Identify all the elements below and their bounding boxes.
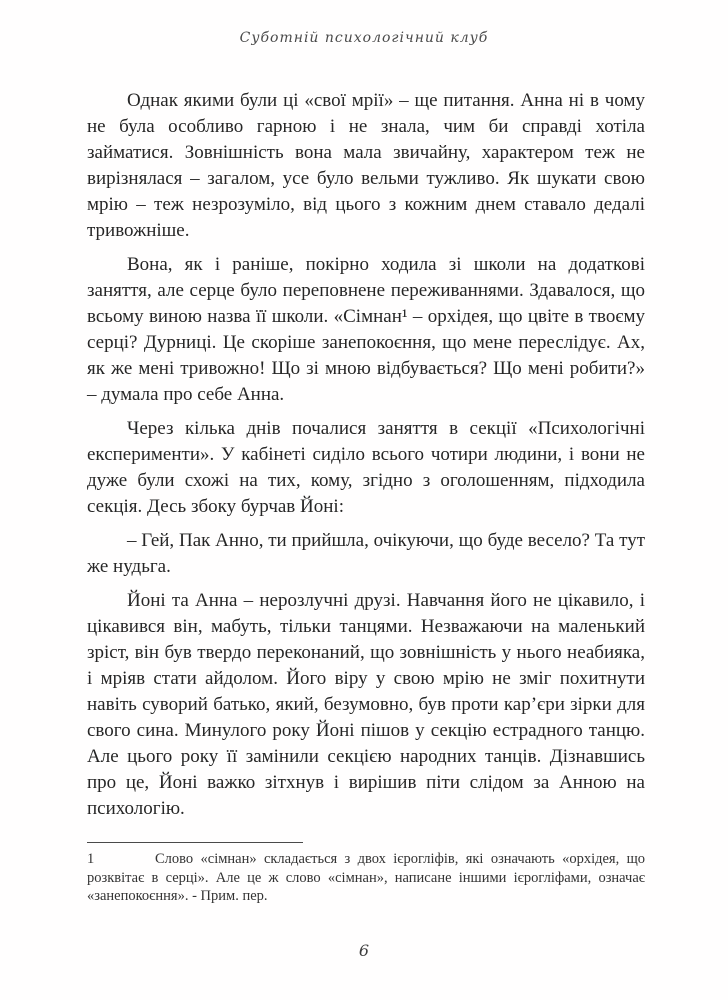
paragraph-dialogue: – Гей, Пак Анно, ти прийшла, очікуючи, що буде весело? Та тут же нудьга.: [87, 530, 645, 577]
paragraph: Вона, як і раніше, покірно ходила зі школи на додаткові заняття, але серце було переповнене переживаннями. Здавалося, що всьому виною назва її школи. «Сімнан¹ – орхідея, що цвіте в твоєму серці? Дурниці. Це скоріше занепокоєння, що мене переслідує. Ах, як же мені тривожно! Що зі мною відбувається? Що мені робити?» – думала про себе Анна.: [87, 254, 645, 405]
paragraph: Однак якими були ці «свої мрії» – ще питання. Анна ні в чому не була особливо гарною і не знала, чим би справді хотіла займатися. Зовнішність вона мала звичайну, характером теж не вирізнялася – загалом, усе було вельми тужливо. Як шукати свою мрію – теж незрозуміло, від цього з кожним днем ставало дедалі тривожніше.: [87, 90, 645, 241]
running-header: Суботній психологічний клуб: [239, 30, 489, 46]
footnote-text-block: [87, 850, 645, 906]
footnote: [87, 842, 645, 906]
footnote-text: Слово «сімнан» складається з двох ієрогліфів, які означають «орхідея, що розквітає в серці». Але це ж слово «сімнан», написане іншими ієрогліфами, означає «занепокоєння». - Прим. пер.: [87, 851, 645, 904]
body-text: [87, 88, 645, 830]
paragraph: Через кілька днів почалися заняття в секції «Психологічні експерименти». У кабінеті сиділо всього чотири людини, і вони не дуже були схожі на тих, кому, згідно з оголошенням, підходила секція. Десь збоку бурчав Йоні:: [87, 418, 645, 517]
footnote-marker: 1: [87, 851, 95, 867]
paragraph: Йоні та Анна – нерозлучні друзі. Навчання його не цікавило, і цікавився він, мабуть, тільки танцями. Незважаючи на маленький зріст, він був твердо переконаний, що зовнішність у нього неабияка, і мріяв стати айдолом. Його віру у свою мрію не зміг похитнути навіть суворий батько, який, безумовно, був проти кар’єри зірки для свого сина. Минулого року Йоні пішов у секцію естрадного танцю. Але цього року її замінили секцією народних танців. Дізнавшись про це, Йоні важко зітхнув і вирішив піти слідом за Анною на психологію.: [87, 590, 645, 819]
footnote-separator: [87, 842, 303, 843]
page-number: 6: [358, 941, 370, 960]
